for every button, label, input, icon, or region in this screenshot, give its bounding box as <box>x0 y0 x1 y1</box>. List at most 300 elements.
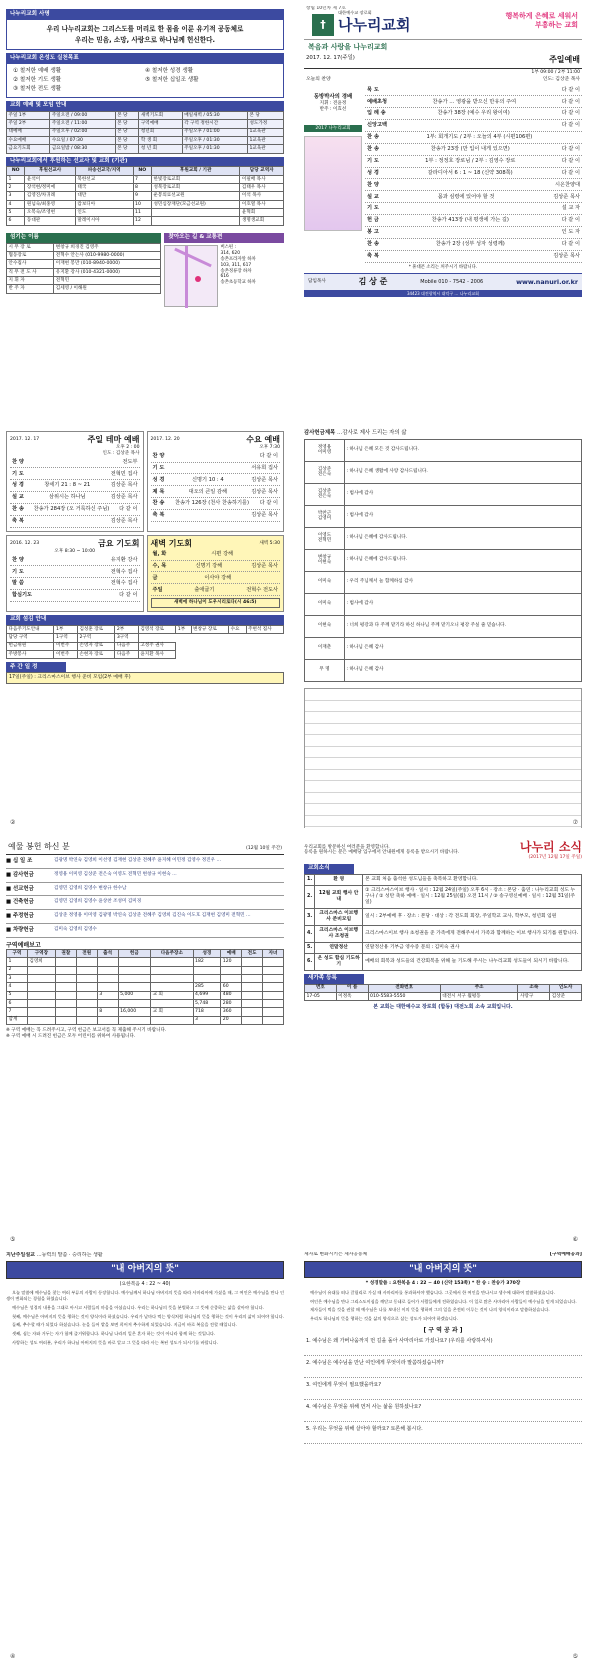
header-cell: 전도 <box>242 950 263 958</box>
header-cell: 구역장 <box>27 950 55 958</box>
table-cell: 1교육관 <box>247 128 283 136</box>
question-item: 4. 예수님은 무엇을 위해 먼저 사는 삶을 원하셨나요? <box>304 1400 582 1422</box>
table-cell: 1 <box>7 958 28 966</box>
table-row <box>305 992 582 1000</box>
thanks-row <box>305 659 582 681</box>
order-item <box>365 96 582 108</box>
header-cell: 다음주장소 <box>151 950 193 958</box>
row-leader: 김상준 목사 <box>110 494 138 501</box>
thanks-name: 이현숙 <box>305 615 345 637</box>
table-cell: 9 <box>133 192 151 200</box>
mission-table <box>6 166 284 225</box>
question-item: 5. 우리는 무엇을 위해 살아야 할까요? 토론해 봅시다. <box>304 1422 582 1444</box>
table-cell: 17-05 <box>305 992 337 1000</box>
row-label: 수, 목 <box>152 562 167 569</box>
news-row <box>305 925 582 942</box>
table-row <box>7 136 284 144</box>
header-cell: 소속 <box>518 984 550 992</box>
table-row <box>7 285 161 293</box>
row-label: 찬 양 <box>12 458 24 465</box>
table-cell: 5 <box>7 209 25 217</box>
table-cell: 윤지환 목사 <box>138 650 175 658</box>
table-cell: 다음주 <box>115 642 138 650</box>
offering-type: ■ 차량헌금 <box>6 926 34 933</box>
table-row <box>7 983 284 991</box>
table-cell: 이석 목사 <box>240 192 284 200</box>
table-cell: 담당 구역 <box>7 634 54 642</box>
goals-bar: 나누리교회 온성도 실천목표 <box>6 53 284 63</box>
offering-row <box>6 896 284 910</box>
news-row <box>305 874 582 885</box>
table-cell: 생명생교회 <box>240 217 284 225</box>
thanks-row <box>305 571 582 593</box>
offering-type: ■ 감사헌금 <box>6 871 34 878</box>
schedule-row <box>10 480 140 492</box>
order-item <box>365 215 582 227</box>
table-cell: 본 당 <box>115 111 139 119</box>
order-content: 몸과 심령에 있어야 할 것 <box>437 193 495 200</box>
table-cell <box>55 974 76 982</box>
page-offerings: 예물 봉헌 하신 분 (12월 10일 주간) ■ 십 일 조 김광명 박연숙 김영희 이선영 김재현 김상준 전혜주 윤지혜 이민정 김영수 정진우 … ■ 감사헌금 정영용 이미영 김상준 전은숙 이영도 전혁민 변창규 이현숙 … ■ 선교헌금 김영민 김영희 김영수 변창규 한수남 ■ 건축헌금 김영민 김영희 김영수 윤상찬 조성미 김미경 ■ 주정헌금 김상준 정영용 이미영 김광명 박연숙 김상준 전혜주 김영희 김진숙 이도호 김재현 김영미 전혁민 … ■ 차량헌금 김미숙 김영희 김영수 구역예배보고 구역 구역장 권찰 전원 출석 헌금 다음주장소 성경 예배 전도 자녀 1 김영희 182 120 2 3 4 285 60 5 3 5,000 교 회 4,699 480 6 5,748 280 7 8 16,000 교 회 718 360 합계 3 20 ※ 구역 예배는 꼭 드려주시고, 구역 헌금은 보고서를 꼭 제출해 주시기 바랍니다. ※ 구역 예배 시 드려진 헌금은 모두 어린이를 위하여 사용됩니다. ⑤ <box>6 840 284 1245</box>
offering-row <box>6 855 284 869</box>
news-no: 5. <box>305 942 315 953</box>
thanks-name: 박찬근 김영미 <box>305 505 345 527</box>
order-item <box>365 179 582 191</box>
bulletin-date: 2017. 12. 17(주일) <box>306 54 355 61</box>
thanks-name: 김상준 전은숙 <box>305 461 345 483</box>
table-cell: 새벽기도회 <box>139 111 182 119</box>
table-row <box>7 650 284 658</box>
table-cell: 주현석 집사 <box>246 625 283 633</box>
table-cell: 금요기도회 <box>7 145 50 153</box>
table-cell: 전혁민 <box>54 277 161 285</box>
table-cell: 이재현 봉만 (010-8940-0000) <box>54 260 161 268</box>
table-cell: 주일오전 / 11:00 <box>50 120 115 128</box>
header-cell: 전화번호 <box>368 984 440 992</box>
table-cell: 3 <box>193 1016 221 1024</box>
news-content: 예배의 회복과 성도들의 건강회복을 위해 늘 기도해 주시는 나누리교회 성도들이 되시기 바랍니다. <box>363 953 582 970</box>
table-cell: 시 무 장 로 <box>7 243 54 251</box>
schedule-row <box>10 578 140 590</box>
sermon-title: "내 아버지의 뜻" <box>6 1261 284 1278</box>
order-content: 찬송가 … 영광을 받으신 만유의 주여 <box>432 98 517 105</box>
table-cell <box>221 966 242 974</box>
table-cell <box>55 999 76 1007</box>
sermon-paragraph: 둘째, 추수할 때가 되었다 하셨습니다. 눈을 들어 밭을 보면 희어져 추수하게 되었습니다. 지금이 바로 복음을 전할 때입니다. <box>12 1322 237 1328</box>
news-topic: 12월 교회 행사 안내 <box>315 885 363 908</box>
table-cell <box>27 999 55 1007</box>
row-label: 찬 송 <box>12 506 24 513</box>
news-no: 3. <box>305 908 315 925</box>
table-cell: 대만 <box>75 192 133 200</box>
church-header: 창립 10년차 제 7호 † 대한예수교 장로회 나누리교회 행복하게 은혜로 세워서 부흥하는 교회 <box>304 6 582 40</box>
order-leader: 김상준 목사 <box>553 193 580 200</box>
offering-names: 정영용 이미영 김상준 전은숙 이영도 전혁민 변창규 이현숙 … <box>54 871 177 877</box>
news-content: 본 교회 처음 출석한 성도님들을 축복하고 환영합니다. <box>363 874 582 885</box>
schedule-row <box>151 451 281 463</box>
table-cell: 교 회 <box>151 1008 193 1016</box>
header-cell: 구역 <box>7 950 28 958</box>
table-cell: 5,748 <box>193 999 221 1007</box>
page-sermon: 지난주일설교 …능력의 말씀 · 승리하는 생활 "내 아버지의 뜻" (요한복음 4 : 22 ~ 40) 오늘 말씀에 예수님을 찾는 여러 부류의 사람이 등장합니다. 예수님께서 하나님 아버지의 뜻을 따라 사마리아에 가셨을 때, 그 여인은 예수님을 만나 인생이 변화되는 경험을 하였습니다. 예수님은 성경의 내용을 그대로 아시고 사람들의 마음을 아셨습니다. 우리는 하나님의 뜻을 분별하고 그 뜻에 순종하는 삶을 살아야 합니다. 첫째, 예수님은 아버지의 뜻을 행하는 것이 양식이라 하셨습니다. 우리가 날마다 먹는 양식처럼 하나님의 뜻을 행하는 것이 우리의 삶이 되어야 합니다. 둘째, 추수할 때가 되었다 하셨습니다. 눈을 들어 밭을 보면 희어져 추수하게 되었습니다. 지금이 바로 복음을 전할 때입니다. 셋째, 심는 자와 거두는 자가 함께 즐거워합니다. 하나님 나라의 일은 혼자 하는 것이 아니라 함께 하는 것입니다. 사랑하는 성도 여러분, 우리가 하나님 아버지의 뜻을 바로 알고 그 뜻을 따라 사는 복된 성도가 되시기를 바랍니다. ④ <box>6 1252 284 1662</box>
table-row <box>7 999 284 1007</box>
order-leader: 다 같 이 <box>561 157 580 164</box>
table-cell <box>97 958 118 966</box>
table-cell <box>55 1008 76 1016</box>
thanks-content: : 범사에 감사 <box>345 593 582 615</box>
table-cell <box>151 209 239 217</box>
table-cell: 교 회 <box>151 991 193 999</box>
offering-names: 김미숙 김영희 김영수 <box>54 926 97 932</box>
study-paragraph: 예수님이 유대를 떠나 갈릴리로 가실 때 사마리아를 통과하셔야 했습니다. 그곳에서 한 여인을 만나시고 생수에 대하여 말씀하셨습니다. <box>310 1289 556 1295</box>
table-cell: 금요일밤 / 08:30 <box>50 145 115 153</box>
table-cell <box>263 983 284 991</box>
news-content: 연말정산용 기부금 영수증 문의 : 김미숙 권사 <box>363 942 582 953</box>
order-label: 찬 송 <box>367 134 379 141</box>
table-cell <box>242 991 263 999</box>
header-cell: 출석 <box>97 950 118 958</box>
wednesday-worship: 2017. 12. 20 수요 예배 오후 7:30 찬 양 다 같 이 기 도 서유희 집사 성 경 신명기 10 : 4 김상준 목사 제 목 대오의 큰일 감해 김상준 목사 찬 송 찬송가 126장 (천사 찬송하기를) 다 같 이 축 복 김상준 목사 <box>147 431 285 532</box>
table-cell <box>151 983 193 991</box>
news-table <box>304 874 582 971</box>
header-cell: 성경 <box>193 950 221 958</box>
offering-type: ■ 선교헌금 <box>6 885 34 892</box>
table-cell: 8 <box>97 1008 118 1016</box>
table-cell <box>151 1016 193 1024</box>
order-leader: 김상준 목사 <box>553 252 580 259</box>
table-cell: 480 <box>221 991 242 999</box>
order-item <box>365 108 582 120</box>
table-row <box>7 252 161 260</box>
order-leader: 다 같 이 <box>561 122 580 129</box>
table-cell: 청 년 회 <box>139 145 182 153</box>
table-cell: 김성훈 장로 <box>77 625 114 633</box>
table-header <box>7 950 284 958</box>
thanks-name: 이영도 전혁민 <box>305 527 345 549</box>
order-label: 예배초청 <box>367 98 388 105</box>
table-cell: 3구역 <box>115 634 138 642</box>
table-cell: 285 <box>193 983 221 991</box>
week-schedule: 17일(주일) : 크리스마스이브 행사 준비 모임(2부 예배 후) <box>6 672 284 684</box>
table-cell <box>55 958 76 966</box>
row-leader: 김상준 목사 <box>251 476 278 483</box>
bus-line: 103, 311, 617 <box>220 262 252 268</box>
table-cell: 사랑구 <box>518 992 550 1000</box>
order-content: 찬송가 23장 (만 입이 내게 있으면) <box>430 146 510 153</box>
table-cell: 오복숙/조영현 <box>25 209 75 217</box>
bus-line: 송촌프라자앞 하차 <box>220 256 256 262</box>
header-cell: 자녀 <box>263 950 284 958</box>
row-leader: 김상준 목사 <box>251 512 278 519</box>
header-cell: 후원선교사 <box>25 167 75 175</box>
servants-title: 섬기는 이름 <box>6 233 161 243</box>
table-cell: 성민심장재단(모금선교원) <box>151 200 239 208</box>
table-cell <box>118 974 151 982</box>
table-cell <box>76 999 97 1007</box>
row-leader: 김상준 목사 <box>251 562 278 569</box>
table-cell: 주일오전 / 09:00 <box>50 111 115 119</box>
table-cell: 태국 <box>75 184 133 192</box>
offering-type: ■ 건축헌금 <box>6 899 34 906</box>
table-cell: 60 <box>221 983 242 991</box>
news-content: ① 크리스마스이브 행사 · 일시 : 12월 24일(주일) 오후 6시 · 장소 : 본당 · 출연 : 나누리교회 성도 누구나 / ② 성탄 축하 예배 · 일시 : 12월 25일(월) 오전 11시 / ③ 송구영신예배 · 일시 : 12월 31일(주일) <box>363 885 582 908</box>
schedule-row <box>10 492 140 504</box>
row-leader: 전혁수 집사 <box>110 568 138 575</box>
table-row <box>7 200 284 208</box>
order-leader: 다 같 이 <box>561 86 580 93</box>
order-leader: 시온찬양대 <box>554 181 580 188</box>
page-news: 우리교회를 방문하신 여러분을 환영합니다. 등록을 원하시는 분은 예배당 입구에서 안내원에게 등록을 받으시기 바랍니다. 나누리 소식 (2017년 12월 17일 주일) 교회소식 1. 환 영 본 교회 처음 출석한 성도님들을 축복하고 환영합니다. 2. 12월 교회 행사 안내 ① 크리스마스이브 행사 · 일시 : 12월 24일(주일) 오후 6시 · 장소 : 본당 · 출연 : 나누리교회 성도 누구나 / ② 성탄 축하 예배 · 일시 : 12월 25일(월) 오전 11시 / ③ 송구영신예배 · 일시 : 12월 31일(주일) 3. 크리스마스 이브행사 준비모임 일시 : 2부예배 후 · 장소 : 본당 · 대상 : 각 전도회 회장, 주일학교 교사, 학부모, 청년회 임원 4. 크리스마스 이브행사 조청권 크리스마스이브 행사 초청권을 준 가족에게 전해주셔서 가족과 함께하는 이브 행사가 되기를 원합니다. 5. 연말정산 연말정산용 기부금 영수증 문의 : 김미숙 권사 6. 온 성도 합심 기도하기 예배의 회복과 성도들의 건강회복을 위해 늘 기도해 주시는 나누리교회 성도들이 되시기 바랍니다. 새가족 등록 번호 이 름 전화번호 주소 소속 인도자 17-05 이정옥 010-5583-5550 대전시 서구 월평동 사랑구 김상준 본 교회는 대한예수교 장로회 (합동) 대전노회 소속 교회입니다. ⑥ <box>304 840 582 1245</box>
row-label: 축 복 <box>152 512 165 519</box>
table-cell: 본 당 <box>247 111 283 119</box>
order-item <box>365 120 582 132</box>
row-label: 찬 양 <box>12 556 24 563</box>
offering-row <box>6 924 284 938</box>
table-cell: 매일새벽 / 05:30 <box>182 111 247 119</box>
table-cell: 원넘숙/최홍영 <box>25 200 75 208</box>
table-row <box>7 111 284 119</box>
friday-prayer: 2016. 12. 23 금요 기도회 오후 8:30 ~ 10:00 찬 양 유지환 강사 기 도 전혁수 집사 말 씀 전혁수 집사 합심기도 다 같 이 <box>6 535 144 612</box>
order-item <box>365 191 582 203</box>
study-paragraph: 우리도 하나님의 뜻을 행하는 것을 삶의 양식으로 삼는 성도가 되어야 하겠습니다. <box>310 1315 459 1321</box>
subtitle: 복음과 사랑을 나누리교회 <box>308 43 388 51</box>
order-item <box>365 203 582 215</box>
header-cell: 후원교회 / 기관 <box>151 167 239 175</box>
table-cell: 변창규 희경진 김영주 <box>54 243 161 251</box>
table-row <box>7 974 284 982</box>
table-cell <box>97 983 118 991</box>
table-cell: 2부 <box>115 625 138 633</box>
table-header <box>305 984 582 992</box>
servants-table <box>6 243 161 294</box>
welcome-text: 우리교회를 방문하신 여러분을 환영합니다. 등록을 원하시는 분은 예배당 입구에서 안내원에게 등록을 받으시기 바랍니다. <box>304 844 460 856</box>
row-content: 출애굽기 <box>194 586 215 593</box>
row-label: 제 목 <box>152 488 165 495</box>
sermon-paragraph: 셋째, 심는 자와 거두는 자가 함께 즐거워합니다. 하나님 나라의 일은 혼자 하는 것이 아니라 함께 하는 것입니다. <box>12 1330 216 1336</box>
table-cell <box>118 983 151 991</box>
table-cell: 김태우 목사 <box>240 184 284 192</box>
row-content: 삼위시는 하나님 <box>48 494 86 501</box>
offering-row <box>6 910 284 924</box>
table-cell: 김영희 <box>27 958 55 966</box>
table-cell: 한빛장로교회 <box>151 175 239 183</box>
table-cell: 1부 <box>54 625 77 633</box>
table-cell <box>76 958 97 966</box>
header-cell: 담당 교역자 <box>240 167 284 175</box>
row-label: 기 도 <box>12 470 24 477</box>
schedule-row <box>10 504 140 516</box>
bus-info <box>220 245 255 307</box>
church-logo: † <box>312 14 334 36</box>
table-cell: 20 <box>221 1016 242 1024</box>
offering-title: 예물 봉헌 하신 분 <box>8 842 70 851</box>
table-cell: 인도 <box>75 209 133 217</box>
offering-type: ■ 십 일 조 <box>6 858 33 864</box>
table-cell <box>242 1016 263 1024</box>
table-cell: 장석현/정미예 <box>25 184 75 192</box>
table-cell: 4,699 <box>193 991 221 999</box>
table-cell: 이정옥 <box>336 992 368 1000</box>
row-content: 찬송가 284장 (오 거룩하신 주님) <box>33 506 110 513</box>
row-leader: 전도부 <box>122 458 138 465</box>
table-cell: 010-5583-5550 <box>368 992 440 1000</box>
order-label: 찬 송 <box>367 146 379 153</box>
schedule-row <box>10 456 140 468</box>
order-item <box>365 168 582 180</box>
offering-names: 김영민 김영희 김영수 윤상찬 조성미 김미경 <box>54 899 142 905</box>
table-row <box>7 991 284 999</box>
table-cell <box>151 999 193 1007</box>
schedule-row <box>10 516 140 528</box>
table-cell <box>27 991 55 999</box>
table-cell: 4 <box>7 983 28 991</box>
table-cell: 10 <box>133 200 151 208</box>
table-cell: 다음주기도안내 <box>7 625 54 633</box>
offering-type: ■ 주정헌금 <box>6 913 34 919</box>
schedule-row <box>151 561 281 573</box>
order-item <box>365 144 582 156</box>
news-topic: 연말정산 <box>315 942 363 953</box>
header-cell: 번호 <box>305 984 337 992</box>
row-label: 찬 송 <box>152 500 165 507</box>
table-cell <box>55 983 76 991</box>
news-no: 4. <box>305 925 315 942</box>
news-row <box>305 908 582 925</box>
table-cell: 5,000 <box>118 991 151 999</box>
dawn-prayer: 새벽 기도회 새벽 5:30 월, 화 시편 강해 수, 목 신명기 강해 김상준 목사 금 이사야 강해 주일 출애굽기 전혁수 전도사 새벽에 하나님이 도우시리로다(시 46:5) <box>147 535 285 612</box>
table-cell <box>97 999 118 1007</box>
study-questions <box>304 1334 582 1444</box>
thanks-row <box>305 549 582 571</box>
order-label: 찬 양 <box>367 181 379 188</box>
bus-line: 314, 620 <box>220 250 240 256</box>
bus-line: 송촌정류장 하차 <box>220 268 252 274</box>
table-cell: 윤혁회 <box>240 209 284 217</box>
table-cell: 대전시 서구 월평동 <box>440 992 518 1000</box>
thanks-name: 변창규 이현숙 <box>305 549 345 571</box>
table-cell: 6 <box>7 217 25 225</box>
table-cell: 주일오후 / 02:00 <box>50 128 115 136</box>
table-cell: 6 <box>7 999 28 1007</box>
row-content: 신명기 10 : 4 <box>191 476 224 483</box>
table-cell: 협동장로 <box>7 252 54 260</box>
table-cell: 11 <box>133 209 151 217</box>
row-label: 성 경 <box>152 476 165 483</box>
order-of-worship <box>365 84 582 262</box>
table-row <box>7 1016 284 1024</box>
news-topic: 온 성도 합심 기도하기 <box>315 953 363 970</box>
table-cell <box>242 958 263 966</box>
map-title: 찾아오는 길 & 교통편 <box>164 233 284 243</box>
bus-line: 송촌초등학교 하차 <box>220 280 256 286</box>
table-cell: 8 <box>133 184 151 192</box>
table-cell <box>263 999 284 1007</box>
table-cell <box>242 999 263 1007</box>
table-row <box>7 260 161 268</box>
memo-lines <box>304 688 582 828</box>
table-cell: 캄보디아 <box>75 200 133 208</box>
table-cell: 2 <box>7 184 25 192</box>
table-row <box>7 625 284 633</box>
table-cell <box>97 966 118 974</box>
table-cell: 주일오후 / 01:30 <box>182 136 247 144</box>
table-cell <box>76 966 97 974</box>
table-cell: 김영석 장로 <box>138 625 175 633</box>
row-leader: 유지환 강사 <box>110 556 138 563</box>
table-cell: 1교육관 <box>247 136 283 144</box>
table-cell <box>242 1008 263 1016</box>
row-content: 시편 강해 <box>211 550 233 557</box>
table-row <box>7 966 284 974</box>
table-cell: 본 당 <box>115 136 139 144</box>
schedule-row <box>151 584 281 596</box>
schedule-row <box>151 510 281 522</box>
table-cell: 청년회 <box>139 128 182 136</box>
table-cell: 직 무 전 도 사 <box>7 268 54 276</box>
thanks-row <box>305 483 582 505</box>
table-cell: 수요일 / 07:30 <box>50 136 115 144</box>
order-content: 갈라디아서 6 : 1 ~ 18 (신약 308쪽) <box>427 169 513 176</box>
table-cell: 1교육관 <box>247 145 283 153</box>
website: www.nanuri.or.kr <box>516 278 578 287</box>
order-item <box>365 132 582 144</box>
schedule-row <box>10 468 140 480</box>
order-leader: 다 같 이 <box>561 146 580 153</box>
table-cell: 본 당 <box>115 128 139 136</box>
order-label: 성 경 <box>367 169 379 176</box>
schedule-row <box>151 549 281 561</box>
row-label: 설 교 <box>12 494 24 501</box>
table-row <box>7 175 284 183</box>
table-row <box>7 1008 284 1016</box>
header-cell: 전원 <box>76 950 97 958</box>
header-cell: 주소 <box>440 984 518 992</box>
table-cell: 718 <box>193 1008 221 1016</box>
sermon-paragraph: 오늘 말씀에 예수님을 찾는 여러 부류의 사람이 등장합니다. 예수님께서 하나님 아버지의 뜻을 따라 사마리아에 가셨을 때, 그 여인은 예수님을 만나 인생이 변화되는 경험을 하였습니다. <box>6 1290 284 1302</box>
row-label: 성 경 <box>12 482 24 489</box>
row-content: 찬송가 126장 (천사 찬송하기를) <box>174 500 250 507</box>
news-topic: 크리스마스 이브행사 조청권 <box>315 925 363 942</box>
news-row <box>305 885 582 908</box>
news-row <box>305 942 582 953</box>
serve-bar: 교회 섬김 안내 <box>6 615 284 625</box>
schedule-row <box>10 554 140 566</box>
question-item: 3. 여인에게 무엇이 필요했을까요? <box>304 1378 582 1400</box>
table-cell: 2구역 <box>77 634 114 642</box>
table-cell <box>242 974 263 982</box>
newcomer-table <box>304 984 582 1002</box>
table-row <box>7 243 161 251</box>
header-cell: 파송선교국/지역 <box>75 167 133 175</box>
support-bar: 나누리교회에서 후원하는 선교사 및 교회 (기관) <box>6 157 284 167</box>
slogan: 행복하게 은혜로 세워서 부흥하는 교회 <box>505 12 578 30</box>
thanks-content: : 하나님 은혜에 감사드립니다. <box>345 527 582 549</box>
row-leader: 전혁수 전도사 <box>246 586 278 593</box>
table-cell: 주일 1부 <box>7 111 50 119</box>
offering-names: 김영민 김영희 김영수 변창규 한수남 <box>54 885 127 891</box>
table-cell: 3 <box>7 192 25 200</box>
thanks-name: 정영용 이미영 <box>305 439 345 461</box>
church-name: 나누리교회 <box>338 16 411 34</box>
table-row <box>7 120 284 128</box>
header-cell: 이 름 <box>336 984 368 992</box>
study-title: "내 아버지의 뜻" <box>304 1261 582 1278</box>
table-cell <box>242 983 263 991</box>
thanks-content: : 우리 주님께서 늘 함께하심 감사 <box>345 571 582 593</box>
table-cell: 1구역 <box>54 634 77 642</box>
page-thanks: 감사헌금제목 …감사로 제사 드리는 자의 삶 정영용 이미영 : 하나님 은혜 모든 것 감사드립니다. 김상준 전은숙 : 하나님 은혜 생활에 사랑 감사드립니다. 김상준 전은숙 : 범사에 감사 박찬근 김영미 : 범사에 감사 이영도 전혁민 : 하나님 은혜에 감사드립니다. 변창규 이현숙 : 하나님 은혜에 감사드립니다. 이미숙 : 우리 주님께서 늘 함께하심 감사 이미숙 : 범사에 감사 이현숙 : 너희 평강과 다 주께 맡기라 하신 하나님 주께 맡기오니 평강 주실 줄 믿습니다. 이재춘 : 하나님 은혜 감사 무 명 : 하나님 은혜 감사 ⑦ <box>304 428 582 828</box>
thanks-row <box>305 527 582 549</box>
